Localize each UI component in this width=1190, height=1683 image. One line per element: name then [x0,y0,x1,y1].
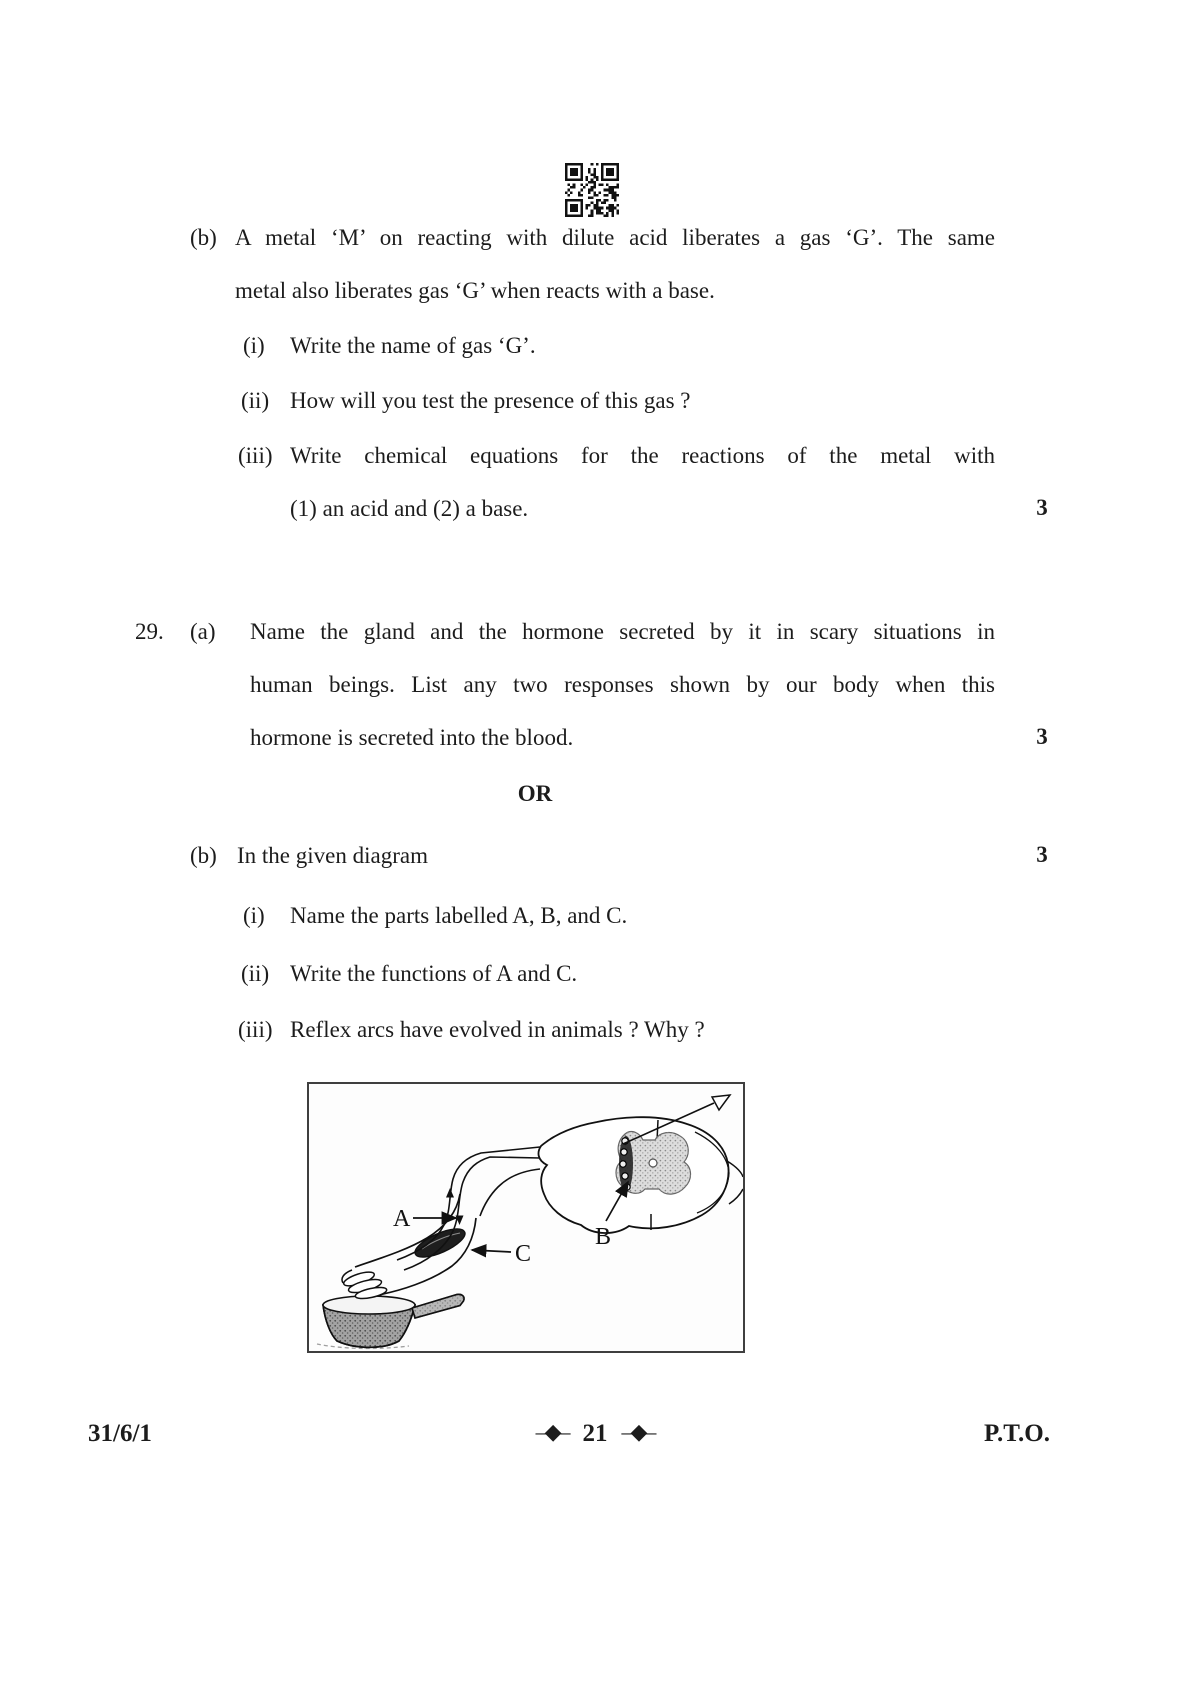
subpart-text: Write the functions of A and C. [290,961,578,986]
question-line: human beings. List any two responses shown by our body when this [250,672,995,697]
footer-pto: P.T.O. [984,1420,1050,1447]
afferent-arrow-icon [446,1188,454,1198]
part-label: (b) [190,225,217,250]
subpart-label: (ii) [241,961,270,986]
page-marker-left-icon: –◆– [535,1419,569,1444]
subpart-label: (iii) [238,1017,273,1042]
hot-pan [323,1294,464,1347]
subpart-text: Reflex arcs have evolved in animals ? Why ? [290,1017,705,1042]
question-line: hormone is secreted into the blood. [250,725,574,750]
subpart-label: (i) [243,903,265,928]
diagram-label-a: A [393,1206,411,1232]
qr-code-image [565,163,619,217]
question-line: A metal ‘M’ on reacting with dilute acid liberates a gas ‘G’. The same [235,225,995,250]
reflex-arc-drawing [309,1084,743,1351]
subpart-label: (ii) [241,388,270,413]
page-marker-right-icon: –◆– [621,1419,655,1444]
subpart-text: Write the name of gas ‘G’. [290,333,536,358]
footer-paper-code: 31/6/1 [88,1420,152,1447]
spinal-cord-section [539,1117,743,1233]
part-label: (b) [190,843,217,868]
footer-page-number: –◆– 21 –◆– [535,1419,655,1447]
synapse-chain [619,1136,633,1192]
subpart-text: How will you test the presence of this gas ? [290,388,691,413]
subpart-text: Write chemical equations for the reactions of the metal with [290,443,995,468]
label-c-arrow [472,1250,511,1252]
marks-value: 3 [1036,842,1048,867]
marks-value: 3 [1036,495,1048,520]
part-label: (a) [190,619,216,644]
subpart-label: (iii) [238,443,273,468]
subpart-text: (1) an acid and (2) a base. [290,496,529,521]
subpart-text: Name the parts labelled A, B, and C. [290,903,628,928]
reflex-arc-diagram [307,1082,745,1353]
question-line: Name the gland and the hormone secreted by it in scary situations in [250,619,995,644]
question-line: In the given diagram [237,843,428,868]
diagram-label-c: C [515,1241,532,1267]
diagram-label-b: B [595,1224,612,1250]
subpart-label: (i) [243,333,265,358]
or-separator: OR [517,781,553,806]
question-line: metal also liberates gas ‘G’ when reacts with a base. [235,278,715,303]
question-number: 29. [135,619,164,644]
marks-value: 3 [1036,724,1048,749]
